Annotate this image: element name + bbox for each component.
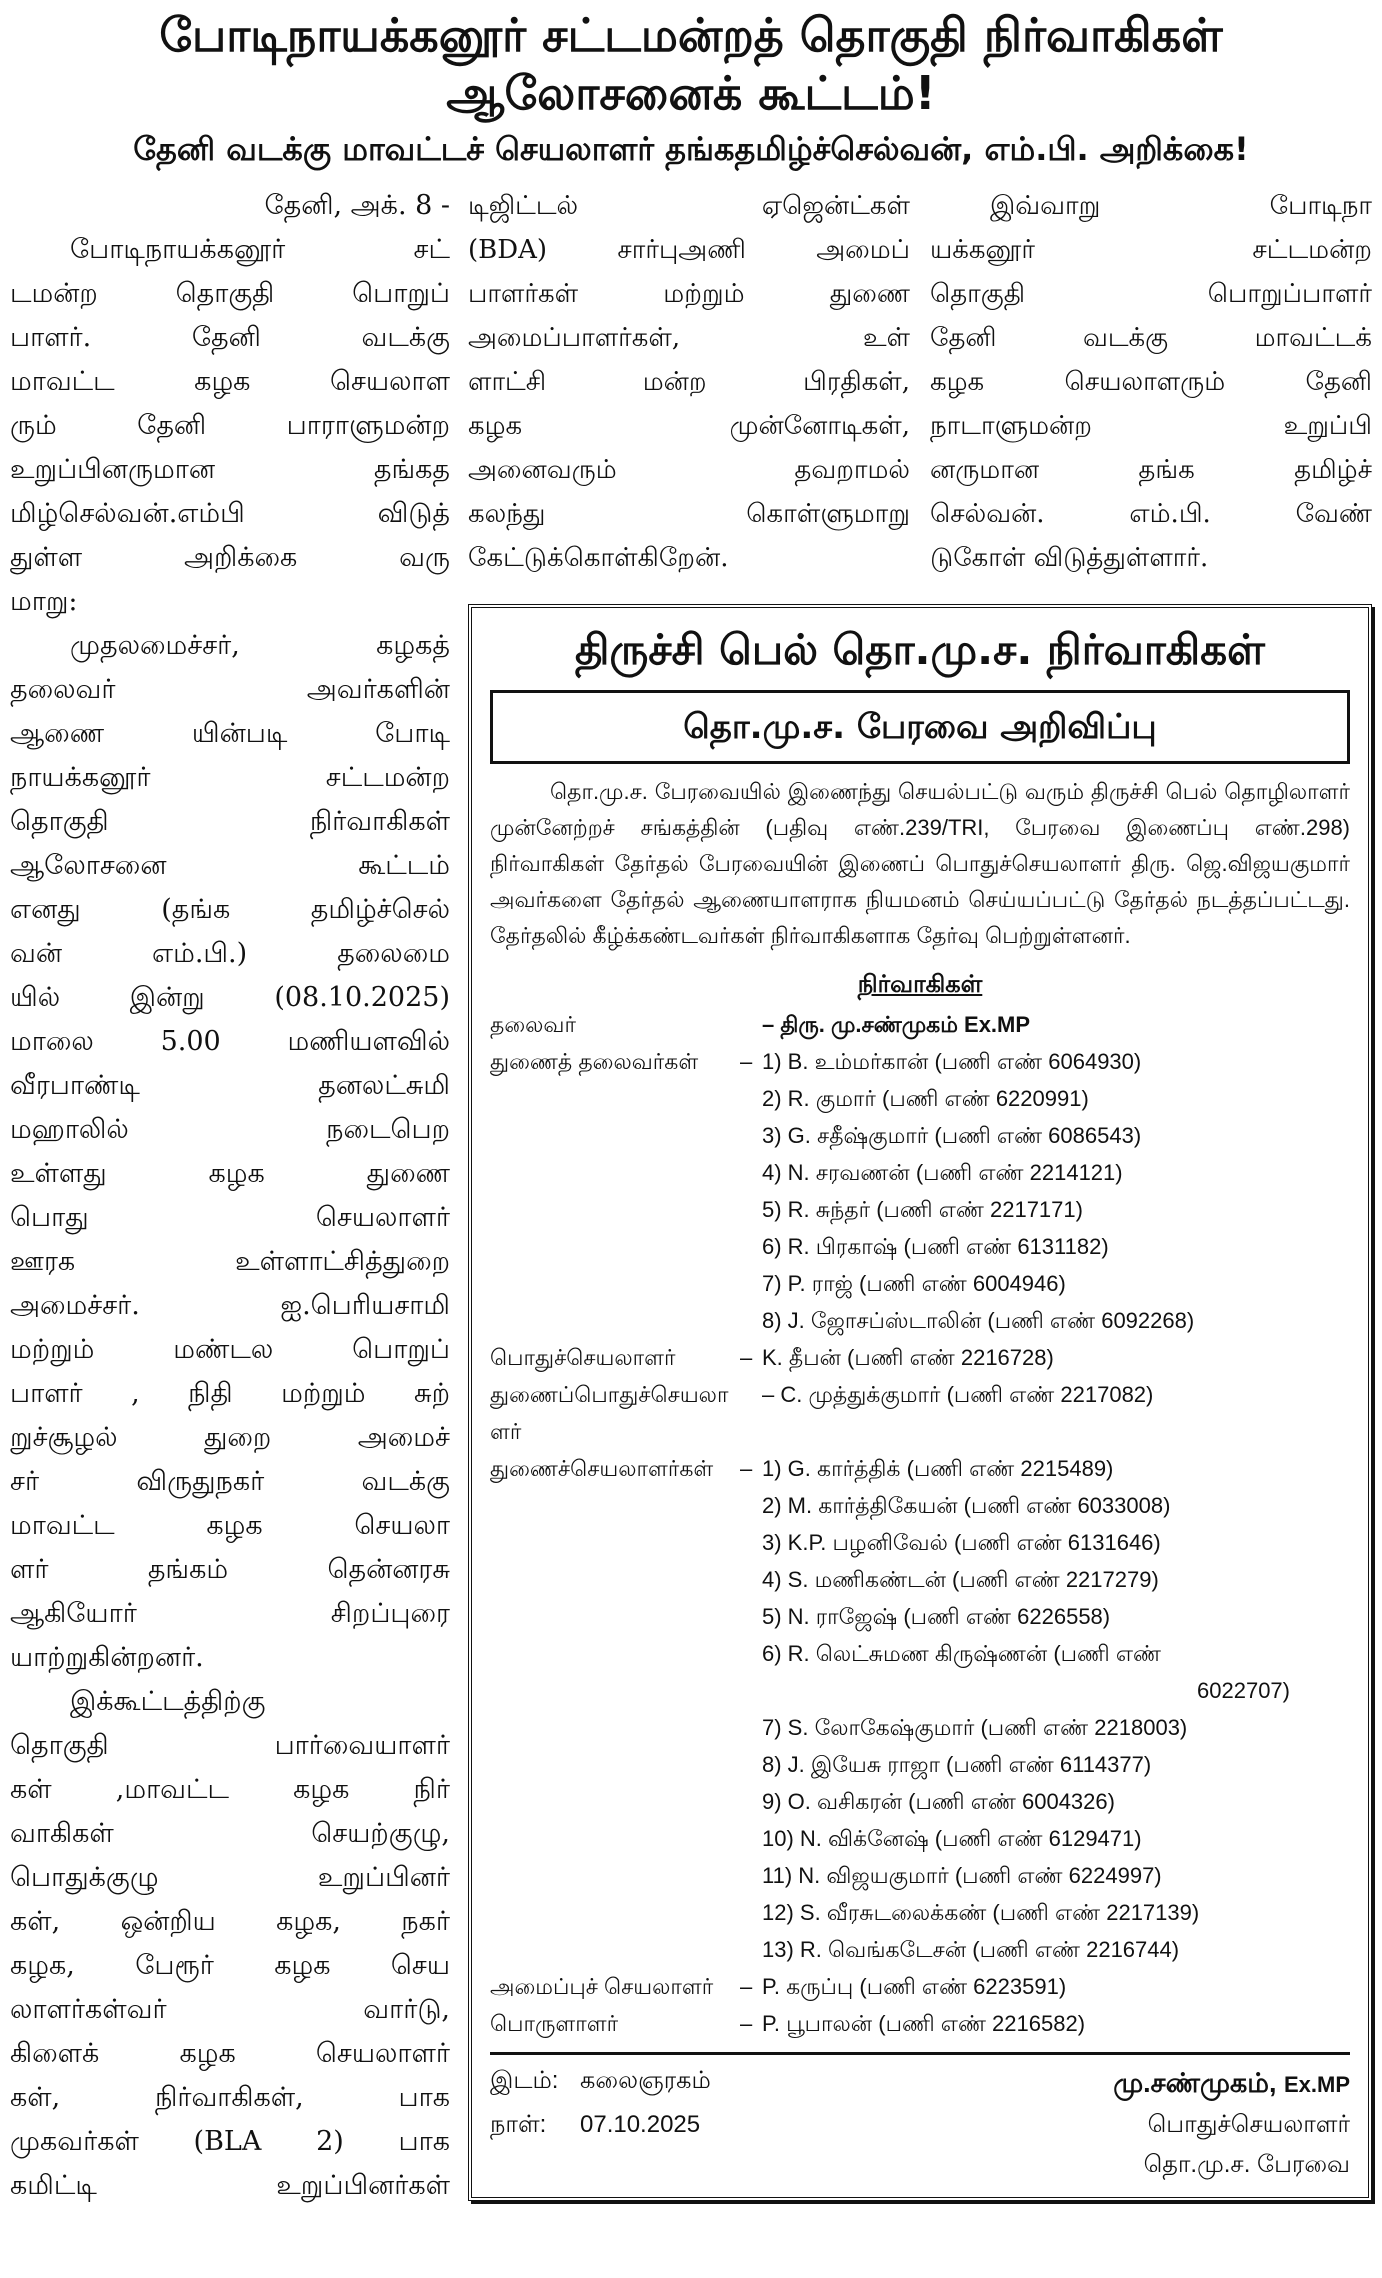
text-line: தொகுதி நிர்வாகிகள் [10, 806, 450, 837]
officer-name: 7) S. லோகேஷ்குமார் (பணி எண் 2218003) [762, 1715, 1188, 1740]
text-line: றுச்சூழல் துறை அமைச் [10, 1422, 450, 1453]
text-line: ஊரக உள்ளாட்சித்துறை [10, 1246, 450, 1277]
officer-row [490, 1302, 1350, 1339]
officer-name: 5) N. ராஜேஷ் (பணி எண் 6226558) [762, 1604, 1111, 1629]
place-label: இடம்: [490, 2067, 559, 2094]
text-line: லாளர்கள்வர் வார்டு, [10, 1994, 450, 2025]
officer-row [490, 1931, 1350, 1968]
text-line: பாளர். தேனி வடக்கு [10, 322, 450, 353]
text-line: வன் எம்.பி.) தலைமை [10, 938, 450, 969]
text-line: வீரபாண்டி தனலட்சுமி [10, 1070, 450, 1101]
text-line: மாவட்ட கழக செயலா [10, 1510, 450, 1541]
officer-name: 5) R. சுந்தர் (பணி எண் 2217171) [762, 1197, 1083, 1222]
officer-name: P. கருப்பு (பணி எண் 6223591) [762, 1974, 1067, 1999]
text-line: யில் இன்று (08.10.2025) [10, 982, 450, 1013]
notice-box [468, 604, 1372, 2201]
officer-row [490, 1043, 1350, 1080]
officer-name: 1) G. கார்த்திக் (பணி எண் 2215489) [762, 1456, 1114, 1481]
signatory-title: பொதுச்செயலாளர் [1147, 2111, 1350, 2138]
text-line: ஆகியோர் சிறப்புரை [10, 1598, 450, 1629]
officer-name: – C. முத்துக்குமார் (பணி எண் 2217082) [762, 1382, 1154, 1407]
text-line: உறுப்பினருமான தங்கத [10, 454, 450, 485]
text-line: ஆணை யின்படி போடி [10, 718, 450, 749]
text-line: துள்ள அறிக்கை வரு [10, 542, 450, 573]
place-date [490, 2063, 711, 2185]
text-line: மாவட்ட கழக செயலாள [10, 366, 450, 397]
officer-name: K. தீபன் (பணி எண் 2216728) [762, 1345, 1054, 1370]
date-value: 07.10.2025 [580, 2111, 701, 2138]
notice-intro [490, 774, 1350, 954]
subheadline: தேனி வடக்கு மாவட்டச் செயலாளர் தங்கதமிழ்ச்செல்வன், எம்.பி. அறிக்கை! [133, 130, 1249, 168]
signatory-org: தொ.மு.ச. பேரவை [1143, 2151, 1350, 2178]
officer-role: அமைப்புச் செயலாளர் [490, 1974, 714, 1999]
text-line: தேனி வடக்கு மாவட்டக் [930, 323, 1372, 353]
notice-title: திருச்சி பெல் தொ.மு.ச. நிர்வாகிகள் [575, 625, 1265, 674]
text-line: அமைச்சர். ஐ.பெரியசாமி [10, 1290, 450, 1321]
text-line: பாளர்கள் மற்றும் துணை [468, 279, 910, 309]
officer-row [490, 1228, 1350, 1265]
text-line: அமைப்பாளர்கள், உள் [468, 323, 910, 353]
signatory [1113, 2063, 1350, 2105]
officer-name: 8) J. ஜோசப்ஸ்டாலின் (பணி எண் 6092268) [762, 1308, 1195, 1333]
text-line: மாறு: [10, 586, 78, 617]
text-line: பாளர் , நிதி மற்றும் சுற் [10, 1378, 450, 1409]
text-line: கள், நிர்வாகிகள், பாக [10, 2082, 450, 2113]
text-line: மற்றும் மண்டல பொறுப் [10, 1334, 450, 1365]
text-line: கமிட்டி உறுப்பினர்கள் [10, 2170, 450, 2201]
officer-name: 2) M. கார்த்திகேயன் (பணி எண் 6033008) [762, 1493, 1171, 1518]
text-line: னருமான தங்க தமிழ்ச் [930, 455, 1372, 485]
text-line: கேட்டுக்கொள்கிறேன். [468, 543, 729, 573]
text-line: அனைவரும் தவறாமல் [468, 455, 910, 485]
officer-row [490, 1561, 1350, 1598]
text-line: கள் ,மாவட்ட கழக நிர் [10, 1774, 450, 1805]
text-line: தலைவர் அவர்களின் [10, 674, 450, 705]
text-line: மாலை 5.00 மணியளவில் [10, 1026, 450, 1057]
officer-role: துணைத் தலைவர்கள் [490, 1049, 699, 1074]
text-line: செல்வன். எம்.பி. வேண் [930, 499, 1372, 529]
text-line: மஹாலில் நடைபெற [10, 1114, 450, 1145]
officer-name: – திரு. மு.சண்முகம் Ex.MP [762, 1012, 1031, 1037]
text-line: ளாட்சி மன்ற பிரதிகள், [468, 367, 910, 397]
officer-row [490, 1006, 1350, 1043]
text-line: எனது (தங்க தமிழ்ச்செல் [10, 894, 450, 925]
separator-dash: – [740, 2011, 753, 2036]
text-line: கலந்து கொள்ளுமாறு [468, 499, 910, 529]
officer-row [490, 1450, 1350, 1487]
officer-row [490, 1154, 1350, 1191]
officer-name: 12) S. வீரசுடலைக்கண் (பணி எண் 2217139) [762, 1900, 1200, 1925]
officer-row [490, 1746, 1350, 1783]
text-line: கழக முன்னோடிகள், [468, 411, 910, 441]
officer-row [490, 1857, 1350, 1894]
article-column-1 [10, 184, 450, 2208]
text-line: ளர் தங்கம் தென்னரசு [10, 1554, 450, 1585]
text-line: தேனி, அக். 8 - [264, 190, 450, 221]
officer-row [490, 1672, 1350, 1709]
separator-dash: – [740, 1345, 753, 1370]
officer-row [490, 1783, 1350, 1820]
text-line: தொகுதி பொறுப்பாளர் [930, 279, 1372, 309]
officer-row [490, 1339, 1350, 1376]
separator-dash: – [740, 1456, 753, 1481]
officers-heading: நிர்வாகிகள் [857, 971, 983, 998]
officer-role: துணைப்பொதுச்செயலாளர் [490, 1382, 729, 1444]
officer-name: 4) S. மணிகண்டன் (பணி எண் 2217279) [762, 1567, 1159, 1592]
text-line: டுகோள் விடுத்துள்ளார். [930, 543, 1209, 573]
officer-role: பொதுச்செயலாளர் [490, 1345, 676, 1370]
text-line: டிஜிட்டல் ஏஜென்ட்கள் [468, 191, 910, 221]
text-line: கழக செயலாளரும் தேனி [930, 367, 1372, 397]
officer-name: 3) K.P. பழனிவேல் (பணி எண் 6131646) [762, 1530, 1161, 1555]
officer-row [490, 1820, 1350, 1857]
officer-name: 7) P. ராஜ் (பணி எண் 6004946) [762, 1271, 1066, 1296]
officer-row [490, 1487, 1350, 1524]
officer-name: 6) R. லெட்சுமண கிருஷ்ணன் (பணி எண் [762, 1641, 1162, 1666]
officer-name-continued: 6022707) [1197, 1678, 1290, 1703]
officer-row [490, 2005, 1350, 2042]
text-line: முகவர்கள் (BLA 2) பாக [10, 2126, 450, 2157]
officer-row [490, 1265, 1350, 1302]
officer-row [490, 1080, 1350, 1117]
text-line: பொது செயலாளர் [10, 1202, 450, 1233]
officer-role: பொருளாளர் [490, 2011, 619, 2036]
officer-role: துணைச்செயலாளர்கள் [490, 1456, 714, 1481]
date-label: நாள்: [490, 2111, 547, 2138]
text-line: தொகுதி பார்வையாளர் [10, 1730, 450, 1761]
notice-footer [490, 2052, 1350, 2185]
text-line: ஆலோசனை கூட்டம் [10, 850, 450, 881]
officer-row [490, 1191, 1350, 1228]
text-line: யாற்றுகின்றனர். [10, 1642, 204, 1673]
separator-dash: – [740, 1049, 753, 1074]
officer-name: 2) R. குமார் (பணி எண் 6220991) [762, 1086, 1089, 1111]
text-line: ரும் தேனி பாராளுமன்ற [10, 410, 450, 441]
text-line: இவ்வாறு போடிநா [990, 191, 1372, 221]
officer-name: 10) N. விக்னேஷ் (பணி எண் 6129471) [762, 1826, 1142, 1851]
place-value: கலைஞரகம் [580, 2067, 711, 2094]
officer-name: 6) R. பிரகாஷ் (பணி எண் 6131182) [762, 1234, 1109, 1259]
text-line: யக்கனூர் சட்டமன்ற [930, 235, 1372, 265]
officer-name: 8) J. இயேசு ராஜா (பணி எண் 6114377) [762, 1752, 1152, 1777]
officer-name: 1) B. உம்மர்கான் (பணி எண் 6064930) [762, 1049, 1142, 1074]
officer-row [490, 1524, 1350, 1561]
text-line: போடிநாயக்கனூர் சட் [70, 234, 450, 265]
officer-name: 3) G. சதீஷ்குமார் (பணி எண் 6086543) [762, 1123, 1142, 1148]
text-line: மிழ்செல்வன்.எம்பி விடுத் [10, 498, 450, 529]
text-line: நாயக்கனூர் சட்டமன்ற [10, 762, 450, 793]
text-line: முதலமைச்சர், கழகத் [70, 630, 450, 661]
officer-name: P. பூபாலன் (பணி எண் 2216582) [762, 2011, 1086, 2036]
notice-subtitle: தொ.மு.ச. பேரவை அறிவிப்பு [490, 690, 1350, 764]
officer-name: 11) N. விஜயகுமார் (பணி எண் 6224997) [762, 1863, 1162, 1888]
officer-row [490, 1635, 1350, 1672]
officer-role: தலைவர் [490, 1012, 576, 1037]
text-line: சர் விருதுநகர் வடக்கு [10, 1466, 450, 1497]
signatory-name: மு.சண்முகம், [1113, 2068, 1277, 2098]
officer-row [490, 1117, 1350, 1154]
text-line: இக்கூட்டத்திற்கு [70, 1686, 266, 1717]
officer-row [490, 1968, 1350, 2005]
signature-block [1113, 2063, 1350, 2185]
right-area [468, 184, 1372, 2208]
text-line: டமன்ற தொகுதி பொறுப் [10, 278, 450, 309]
text-line: (BDA) சார்புஅணி அமைப் [468, 235, 910, 265]
text-line: உள்ளது கழக துணை [10, 1158, 450, 1189]
article-layout [10, 184, 1372, 2208]
text-line: கிளைக் கழக செயலாளர் [10, 2038, 450, 2069]
article-column-3 [930, 184, 1372, 580]
officer-row [490, 1894, 1350, 1931]
officer-row [490, 1598, 1350, 1635]
officer-row [490, 1376, 1350, 1450]
separator-dash: – [740, 1974, 753, 1999]
text-line: வாகிகள் செயற்குழு, [10, 1818, 450, 1849]
officer-name: 4) N. சரவணன் (பணி எண் 2214121) [762, 1160, 1123, 1185]
officer-name: 13) R. வெங்கடேசன் (பணி எண் 2216744) [762, 1937, 1180, 1962]
signatory-suffix: Ex.MP [1283, 2072, 1350, 2097]
text-line: கள், ஒன்றிய கழக, நகர் [10, 1906, 450, 1937]
officer-row [490, 1709, 1350, 1746]
text-line: நாடாளுமன்ற உறுப்பி [930, 411, 1372, 441]
headline: போடிநாயக்கனூர் சட்டமன்றத் தொகுதி நிர்வாகிகள் ஆலோசனைக் கூட்டம்! [159, 8, 1223, 120]
text-line: கழக, பேரூர் கழக செய [10, 1950, 450, 1981]
officer-name: 9) O. வசிகரன் (பணி எண் 6004326) [762, 1789, 1115, 1814]
top-columns [468, 184, 1372, 580]
officers-list [490, 1006, 1350, 2042]
notice-intro-text: தொ.மு.ச. பேரவையில் இணைந்து செயல்பட்டு வரும் திருச்சி பெல் தொழிலாளர் முன்னேற்றச் சங்கத்தின் (பதிவு எண்.239/TRI, பேரவை இணைப்பு எண்.298) நிர்வாகிகள் தேர்தல் பேரவையின் இணைப் பொதுச்செயலாளர் திரு. ஜெ.விஜயகுமார் அவர்களை தேர்தல் ஆணையாளராக நியமனம் செய்யப்பட்டு தேர்தல் நடத்தப்பட்டது. தேர்தலில் கீழ்க்கண்டவர்கள் நிர்வாகிகளாக தேர்வு பெற்றுள்ளனர். [490, 779, 1350, 948]
article-column-2 [468, 184, 910, 580]
text-line: பொதுக்குழு உறுப்பினர் [10, 1862, 450, 1893]
